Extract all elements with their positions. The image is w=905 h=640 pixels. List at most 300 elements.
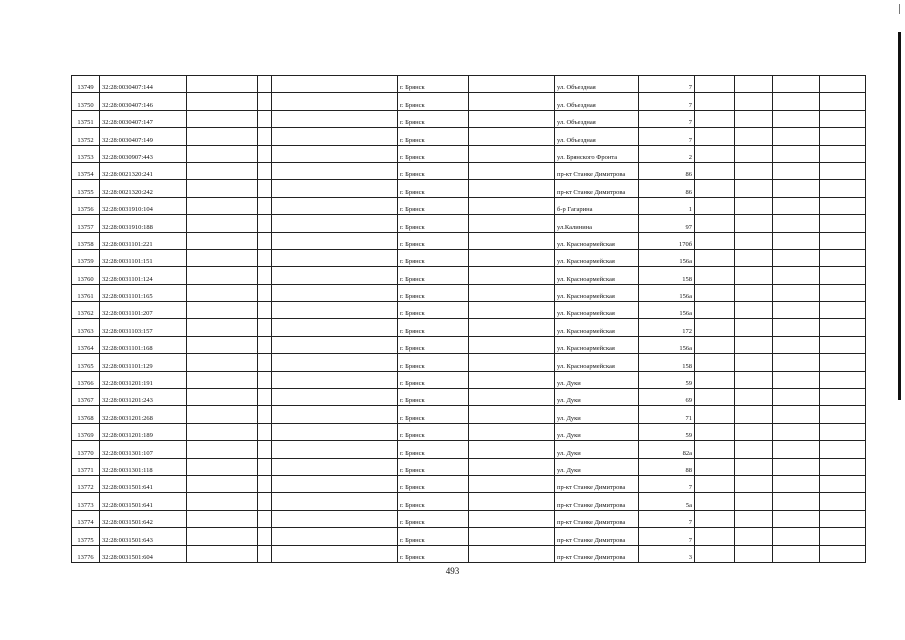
- table-row: [72, 76, 866, 93]
- table-row: [72, 232, 866, 249]
- cell-empty: [820, 128, 866, 145]
- cell-empty: [820, 197, 866, 214]
- cell-empty: [469, 76, 555, 93]
- cell-empty: [773, 528, 820, 545]
- cell-empty: [695, 423, 735, 440]
- cell-empty: [187, 441, 258, 458]
- cell-empty: [695, 128, 735, 145]
- cell-empty: [820, 441, 866, 458]
- cell-record-number: 13749: [72, 76, 100, 93]
- table-row: [72, 371, 866, 388]
- cell-empty: [735, 232, 773, 249]
- cell-house-number: 156а: [639, 249, 695, 266]
- cell-empty: [820, 336, 866, 353]
- cell-empty: [773, 215, 820, 232]
- cell-empty: [773, 545, 820, 562]
- cell-empty: [272, 319, 398, 336]
- table-row: [72, 406, 866, 423]
- cell-empty: [695, 493, 735, 510]
- cell-street: ул. Объездная: [555, 110, 639, 127]
- cell-empty: [773, 93, 820, 110]
- page-number: 493: [445, 566, 460, 576]
- cell-empty: [258, 371, 272, 388]
- cell-empty: [258, 267, 272, 284]
- cell-street: ул. Брянского Фронта: [555, 145, 639, 162]
- cell-empty: [820, 528, 866, 545]
- cell-empty: [258, 319, 272, 336]
- cell-empty: [187, 475, 258, 492]
- cell-empty: [187, 145, 258, 162]
- cell-empty: [469, 284, 555, 301]
- cell-empty: [820, 215, 866, 232]
- cell-empty: [735, 180, 773, 197]
- cell-record-number: 13775: [72, 528, 100, 545]
- cell-empty: [187, 528, 258, 545]
- cell-empty: [469, 406, 555, 423]
- cell-record-number: 13765: [72, 354, 100, 371]
- cell-house-number: 158: [639, 354, 695, 371]
- table-row: [72, 354, 866, 371]
- cell-empty: [773, 302, 820, 319]
- cell-empty: [187, 371, 258, 388]
- cell-empty: [469, 110, 555, 127]
- cell-empty: [773, 475, 820, 492]
- cell-empty: [695, 475, 735, 492]
- cell-empty: [258, 249, 272, 266]
- cell-street: пр-кт Станке Димитрова: [555, 528, 639, 545]
- cell-empty: [272, 441, 398, 458]
- cell-empty: [695, 319, 735, 336]
- cell-empty: [695, 267, 735, 284]
- cell-record-number: 13771: [72, 458, 100, 475]
- cell-empty: [469, 93, 555, 110]
- cell-city: г. Брянск: [398, 493, 469, 510]
- cell-empty: [469, 232, 555, 249]
- cell-street: ул. Красноармейская: [555, 267, 639, 284]
- cell-house-number: 3: [639, 545, 695, 562]
- cell-house-number: 86: [639, 180, 695, 197]
- cell-empty: [187, 267, 258, 284]
- cell-house-number: 7: [639, 510, 695, 527]
- cell-empty: [735, 406, 773, 423]
- table-row: [72, 336, 866, 353]
- cell-street: б-р Гагарина: [555, 197, 639, 214]
- cell-city: г. Брянск: [398, 354, 469, 371]
- cell-empty: [773, 128, 820, 145]
- cell-empty: [773, 354, 820, 371]
- cell-empty: [469, 510, 555, 527]
- cell-empty: [735, 510, 773, 527]
- cell-empty: [187, 406, 258, 423]
- cell-empty: [187, 128, 258, 145]
- cell-house-number: 158: [639, 267, 695, 284]
- registry-sheet: [71, 75, 866, 563]
- cell-empty: [469, 336, 555, 353]
- cell-empty: [695, 545, 735, 562]
- cell-empty: [258, 180, 272, 197]
- cell-empty: [272, 545, 398, 562]
- cell-cadastral-number: 32:28:0031910:104: [100, 197, 187, 214]
- cell-empty: [820, 249, 866, 266]
- cell-empty: [258, 510, 272, 527]
- cell-empty: [469, 180, 555, 197]
- cell-cadastral-number: 32:28:0030407:149: [100, 128, 187, 145]
- cell-cadastral-number: 32:28:0031301:118: [100, 458, 187, 475]
- cell-street: пр-кт Станке Димитрова: [555, 493, 639, 510]
- table-row: [72, 389, 866, 406]
- cell-empty: [820, 354, 866, 371]
- cell-city: г. Брянск: [398, 336, 469, 353]
- cell-empty: [469, 354, 555, 371]
- cell-street: пр-кт Станке Димитрова: [555, 510, 639, 527]
- cell-empty: [820, 510, 866, 527]
- cell-empty: [187, 545, 258, 562]
- cell-empty: [258, 76, 272, 93]
- cell-empty: [820, 110, 866, 127]
- cell-empty: [187, 423, 258, 440]
- cell-empty: [272, 510, 398, 527]
- cell-empty: [820, 232, 866, 249]
- cell-house-number: 1: [639, 197, 695, 214]
- table-row: [72, 145, 866, 162]
- cell-empty: [773, 180, 820, 197]
- cell-empty: [695, 162, 735, 179]
- cell-cadastral-number: 32:28:0031101:129: [100, 354, 187, 371]
- cell-empty: [695, 302, 735, 319]
- cell-empty: [695, 389, 735, 406]
- cell-empty: [272, 145, 398, 162]
- cell-house-number: 71: [639, 406, 695, 423]
- table-row: [72, 197, 866, 214]
- cell-empty: [272, 162, 398, 179]
- cell-cadastral-number: 32:28:0031201:189: [100, 423, 187, 440]
- cell-empty: [272, 389, 398, 406]
- cell-empty: [469, 371, 555, 388]
- cell-empty: [258, 145, 272, 162]
- cell-record-number: 13766: [72, 371, 100, 388]
- cell-empty: [820, 371, 866, 388]
- cell-city: г. Брянск: [398, 232, 469, 249]
- cell-empty: [695, 145, 735, 162]
- cell-empty: [272, 197, 398, 214]
- table-row: [72, 128, 866, 145]
- cell-street: ул. Дуки: [555, 423, 639, 440]
- cell-record-number: 13776: [72, 545, 100, 562]
- cell-empty: [735, 528, 773, 545]
- cell-empty: [773, 493, 820, 510]
- cell-empty: [695, 458, 735, 475]
- cell-city: г. Брянск: [398, 475, 469, 492]
- cell-empty: [272, 423, 398, 440]
- cell-cadastral-number: 32:28:0031101:168: [100, 336, 187, 353]
- cell-empty: [735, 475, 773, 492]
- cell-record-number: 13759: [72, 249, 100, 266]
- cell-empty: [469, 267, 555, 284]
- cell-record-number: 13773: [72, 493, 100, 510]
- cell-street: ул. Дуки: [555, 371, 639, 388]
- cell-city: г. Брянск: [398, 215, 469, 232]
- cell-empty: [695, 510, 735, 527]
- cell-empty: [773, 510, 820, 527]
- cell-empty: [258, 389, 272, 406]
- cell-empty: [272, 267, 398, 284]
- cell-record-number: 13774: [72, 510, 100, 527]
- cell-empty: [773, 406, 820, 423]
- cell-cadastral-number: 32:28:0031101:207: [100, 302, 187, 319]
- cell-empty: [187, 232, 258, 249]
- cell-empty: [187, 284, 258, 301]
- cell-empty: [272, 354, 398, 371]
- cell-empty: [187, 197, 258, 214]
- cell-street: ул. Красноармейская: [555, 232, 639, 249]
- cell-city: г. Брянск: [398, 93, 469, 110]
- cell-empty: [187, 389, 258, 406]
- cell-city: г. Брянск: [398, 528, 469, 545]
- cell-city: г. Брянск: [398, 162, 469, 179]
- cell-empty: [187, 493, 258, 510]
- cell-cadastral-number: 32:28:0031101:151: [100, 249, 187, 266]
- cell-empty: [258, 354, 272, 371]
- cell-cadastral-number: 32:28:0030407:147: [100, 110, 187, 127]
- cell-cadastral-number: 32:28:0030407:144: [100, 76, 187, 93]
- cell-empty: [735, 128, 773, 145]
- cell-empty: [258, 284, 272, 301]
- table-row: [72, 510, 866, 527]
- cell-record-number: 13757: [72, 215, 100, 232]
- cell-empty: [820, 545, 866, 562]
- cell-empty: [272, 249, 398, 266]
- cell-city: г. Брянск: [398, 180, 469, 197]
- cell-empty: [272, 110, 398, 127]
- page-edge-line: [898, 32, 901, 400]
- cell-house-number: 156а: [639, 302, 695, 319]
- cell-empty: [272, 458, 398, 475]
- cell-street: ул. Красноармейская: [555, 319, 639, 336]
- cell-street: ул. Красноармейская: [555, 354, 639, 371]
- cell-empty: [773, 232, 820, 249]
- table-row: [72, 249, 866, 266]
- cell-cadastral-number: 32:28:0031501:641: [100, 475, 187, 492]
- table-row: [72, 475, 866, 492]
- cell-empty: [735, 197, 773, 214]
- table-row: [72, 110, 866, 127]
- cell-house-number: 170б: [639, 232, 695, 249]
- cell-house-number: 7: [639, 93, 695, 110]
- cell-empty: [187, 110, 258, 127]
- cell-house-number: 59: [639, 371, 695, 388]
- cell-cadastral-number: 32:28:0021320:241: [100, 162, 187, 179]
- cell-city: г. Брянск: [398, 284, 469, 301]
- table-row: [72, 302, 866, 319]
- cell-house-number: 7: [639, 128, 695, 145]
- cell-house-number: 7: [639, 475, 695, 492]
- cell-empty: [735, 284, 773, 301]
- cell-empty: [187, 319, 258, 336]
- cell-street: ул. Красноармейская: [555, 249, 639, 266]
- cell-empty: [773, 162, 820, 179]
- cell-empty: [735, 493, 773, 510]
- cell-city: г. Брянск: [398, 441, 469, 458]
- cell-empty: [258, 475, 272, 492]
- cell-record-number: 13755: [72, 180, 100, 197]
- cell-empty: [272, 528, 398, 545]
- cell-empty: [773, 110, 820, 127]
- cell-record-number: 13763: [72, 319, 100, 336]
- cell-empty: [735, 545, 773, 562]
- cell-empty: [187, 302, 258, 319]
- cell-empty: [820, 406, 866, 423]
- cell-empty: [187, 93, 258, 110]
- cell-empty: [187, 215, 258, 232]
- cell-street: ул. Красноармейская: [555, 302, 639, 319]
- cell-empty: [469, 441, 555, 458]
- cell-empty: [187, 249, 258, 266]
- cell-record-number: 13762: [72, 302, 100, 319]
- cell-cadastral-number: 32:28:0021320:242: [100, 180, 187, 197]
- cell-house-number: 82а: [639, 441, 695, 458]
- cell-empty: [272, 232, 398, 249]
- cell-city: г. Брянск: [398, 423, 469, 440]
- cell-street: ул. Объездная: [555, 128, 639, 145]
- cell-cadastral-number: 32:28:0031201:268: [100, 406, 187, 423]
- cell-house-number: 7: [639, 76, 695, 93]
- cell-empty: [695, 93, 735, 110]
- cell-empty: [695, 110, 735, 127]
- cell-empty: [272, 128, 398, 145]
- cell-empty: [773, 197, 820, 214]
- cell-empty: [272, 93, 398, 110]
- cell-cadastral-number: 32:28:0031101:221: [100, 232, 187, 249]
- cell-city: г. Брянск: [398, 302, 469, 319]
- cell-empty: [469, 249, 555, 266]
- table-row: [72, 423, 866, 440]
- registry-body: [72, 76, 866, 563]
- cell-empty: [735, 110, 773, 127]
- cell-empty: [272, 371, 398, 388]
- cell-empty: [820, 267, 866, 284]
- cell-empty: [735, 145, 773, 162]
- cell-house-number: 7: [639, 528, 695, 545]
- cell-empty: [272, 215, 398, 232]
- cell-empty: [695, 180, 735, 197]
- cell-empty: [773, 389, 820, 406]
- cell-empty: [820, 389, 866, 406]
- cell-empty: [258, 458, 272, 475]
- cell-empty: [469, 458, 555, 475]
- cell-street: ул. Красноармейская: [555, 336, 639, 353]
- cell-empty: [735, 76, 773, 93]
- cell-city: г. Брянск: [398, 145, 469, 162]
- cell-empty: [735, 267, 773, 284]
- cell-cadastral-number: 32:28:0031301:107: [100, 441, 187, 458]
- cell-cadastral-number: 32:28:0031201:191: [100, 371, 187, 388]
- cell-empty: [469, 528, 555, 545]
- cell-record-number: 13760: [72, 267, 100, 284]
- cell-cadastral-number: 32:28:0031501:642: [100, 510, 187, 527]
- cell-empty: [272, 284, 398, 301]
- cell-empty: [695, 441, 735, 458]
- cell-city: г. Брянск: [398, 110, 469, 127]
- cell-street: пр-кт Станке Димитрова: [555, 162, 639, 179]
- cell-empty: [820, 475, 866, 492]
- cell-empty: [773, 76, 820, 93]
- cell-empty: [773, 249, 820, 266]
- cell-empty: [187, 510, 258, 527]
- cell-empty: [258, 232, 272, 249]
- cell-record-number: 13770: [72, 441, 100, 458]
- cell-street: ул. Красноармейская: [555, 284, 639, 301]
- table-row: [72, 319, 866, 336]
- cell-street: ул.Калинина: [555, 215, 639, 232]
- cell-city: г. Брянск: [398, 389, 469, 406]
- cell-record-number: 13764: [72, 336, 100, 353]
- cell-city: г. Брянск: [398, 406, 469, 423]
- cell-empty: [272, 493, 398, 510]
- cell-empty: [695, 354, 735, 371]
- table-row: [72, 284, 866, 301]
- cell-empty: [469, 389, 555, 406]
- cell-empty: [735, 371, 773, 388]
- cell-empty: [695, 249, 735, 266]
- cell-empty: [820, 284, 866, 301]
- cell-empty: [820, 423, 866, 440]
- cell-cadastral-number: 32:28:0031501:643: [100, 528, 187, 545]
- cell-empty: [735, 423, 773, 440]
- cell-empty: [469, 162, 555, 179]
- cell-empty: [258, 302, 272, 319]
- cell-city: г. Брянск: [398, 319, 469, 336]
- cell-street: ул. Объездная: [555, 93, 639, 110]
- cell-street: ул. Объездная: [555, 76, 639, 93]
- cell-empty: [187, 162, 258, 179]
- cell-empty: [820, 458, 866, 475]
- cell-empty: [258, 545, 272, 562]
- cell-empty: [695, 336, 735, 353]
- cell-record-number: 13751: [72, 110, 100, 127]
- cell-empty: [735, 458, 773, 475]
- cell-empty: [773, 319, 820, 336]
- cell-city: г. Брянск: [398, 249, 469, 266]
- cell-cadastral-number: 32:28:0031103:157: [100, 319, 187, 336]
- cell-empty: [469, 545, 555, 562]
- cell-empty: [469, 319, 555, 336]
- table-row: [72, 93, 866, 110]
- cell-empty: [272, 302, 398, 319]
- cell-city: г. Брянск: [398, 510, 469, 527]
- cell-empty: [469, 475, 555, 492]
- cell-record-number: 13761: [72, 284, 100, 301]
- cell-record-number: 13756: [72, 197, 100, 214]
- cell-empty: [820, 493, 866, 510]
- cell-empty: [469, 423, 555, 440]
- cell-empty: [258, 110, 272, 127]
- cell-street: пр-кт Станке Димитрова: [555, 545, 639, 562]
- table-row: [72, 493, 866, 510]
- cell-empty: [820, 180, 866, 197]
- cell-empty: [469, 128, 555, 145]
- cell-empty: [187, 354, 258, 371]
- table-row: [72, 215, 866, 232]
- cell-empty: [187, 336, 258, 353]
- cell-cadastral-number: 32:28:0031501:604: [100, 545, 187, 562]
- cell-house-number: 2: [639, 145, 695, 162]
- cell-empty: [469, 197, 555, 214]
- cell-empty: [469, 215, 555, 232]
- cell-house-number: 172: [639, 319, 695, 336]
- cell-record-number: 13769: [72, 423, 100, 440]
- cell-cadastral-number: 32:28:0031101:124: [100, 267, 187, 284]
- cell-empty: [820, 145, 866, 162]
